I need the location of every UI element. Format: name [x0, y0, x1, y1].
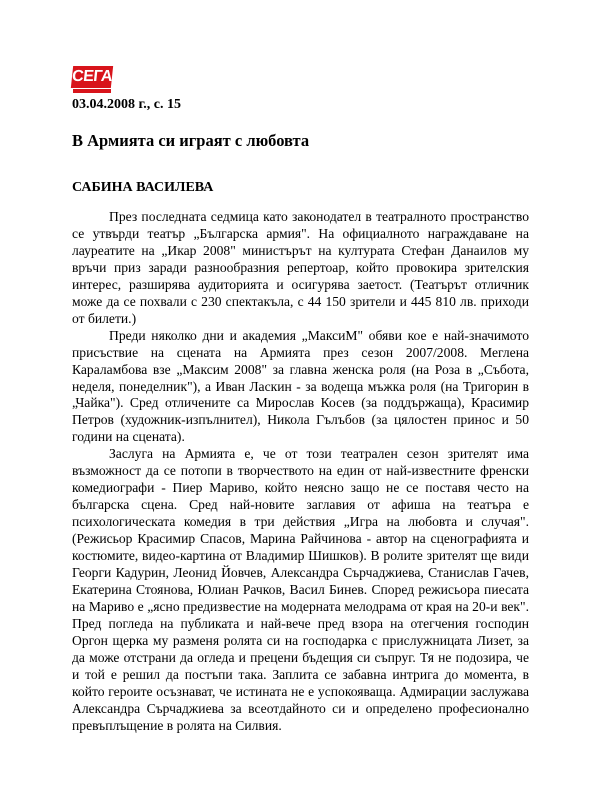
article-author: САБИНА ВАСИЛЕВА [72, 180, 214, 195]
article-body [72, 209, 529, 735]
paragraph-2: Преди няколко дни и академия „МаксиМ" обяви кое е най-значимото присъствие на сцената на Армията през сезон 2007/2008. Меглена Караламбова взе „Максим 2008" за главна женска роля (на Роза в „Събота, неделя, понеделник"), а Иван Ласкин - за водеща мъжка роля (на Тригорин в „Чайка"). Сред отличените са Мирослав Косев (за поддържаща), Красимир Петров (художник-изпълнител), Никола Гълъбов (за цялостен принос и 50 години на сцената). [72, 327, 529, 445]
sega-logo-underline [73, 89, 111, 93]
sega-logo [72, 66, 112, 94]
paragraph-3: Заслуга на Армията е, че от този театрален сезон зрителят има възможност да се потопи в творчеството на един от най-известните френски комедиографи - Пиер Мариво, който неясно защо не се поставя често на българска сцена. Сред най-новите заглавия от афиша на театъра е психологическата комедия в три действия „Игра на любовта и случая". (Режисьор Красимир Спасов, Марина Райчинова - автор на сценографията и костюмите, видео-картина от Владимир Шишков). В ролите зрителят ще види Георги Кадурин, Леонид Йовчев, Александра Сърчаджиева, Станислав Гачев, Екатерина Стоянова, Юлиан Рачков, Васил Бинев. Според режисьора пиесата на Мариво е „ясно предизвестие на модерната мелодрама от края на 20-и век". Пред погледа на публиката и най-вече пред взора на отегчения господин Оргон щерка му разменя ролята си на господарка с прислужницата Лизет, за да може отстрани да огледа и прецени бъдещия си съпруг. Тя не подозира, че и той е решил да постъпи така. Заплита се забавна интрига до момента, в който героите осъзнават, че истината не е успокояваща. Адмирации заслужава Александра Сърчаджиева за всеотдайното си и определено професионално превъплъщение в ролята на Силвия. [72, 446, 529, 733]
sega-logo-text: СЕГА [71, 66, 113, 88]
article-title: В Армията си играят с любовта [72, 131, 310, 150]
publication-date: 03.04.2008 г., с. 15 [72, 97, 181, 112]
paragraph-1: През последната седмица като законодател в театралното пространство се утвърди театър „Българска армия". На официалното награждаване на лауреатите на „Икар 2008" министърът на културата Стефан Данаилов му връчи приз заради разнообразния репертоар, който провокира зрителския интерес, разширява аудиторията и осигурява заетост. (Театърът отличник може да се похвали с 230 спектакъла, с 44 150 зрители и 445 810 лв. приходи от билети.) [72, 209, 529, 326]
